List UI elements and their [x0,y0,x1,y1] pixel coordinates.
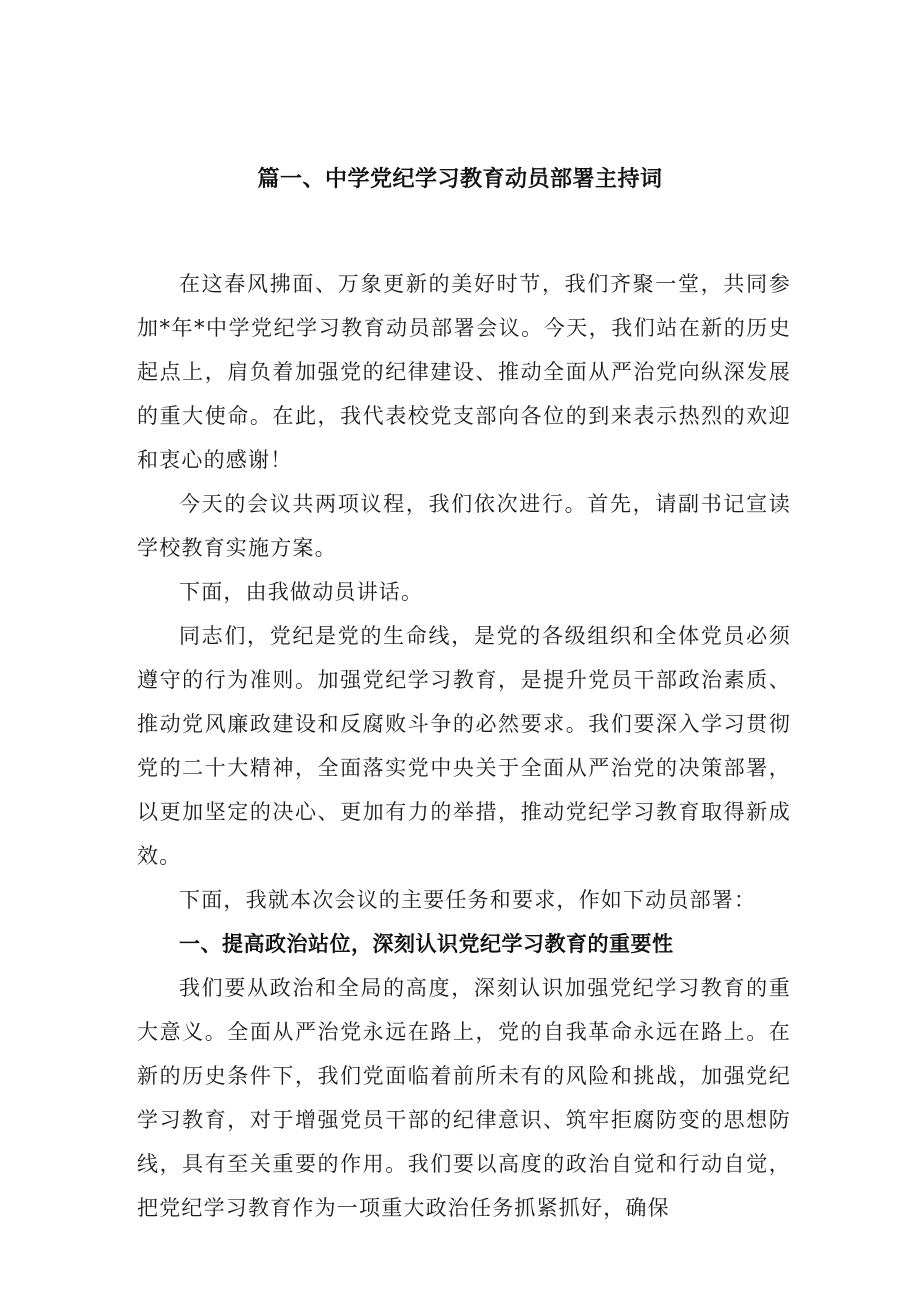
document-title: 篇一、中学党纪学习教育动员部署主持词 [257,167,663,192]
paragraph-agenda: 今天的会议共两项议程，我们依次进行。首先，请副书记宣读学校教育实施方案。 [137,492,791,560]
paragraph-party-discipline: 同志们，党纪是党的生命线，是党的各级组织和全体党员必须遵守的行为准则。加强党纪学习教育，是提升党员干部政治素质、推动党风廉政建设和反腐败斗争的必然要求。我们要深入学习贯彻党的二十大精神，全面落实党中央关于全面从严治党的决策部署，以更加坚定的决心、更加有力的举措，推动党纪学习教育取得新成效。 [137,624,791,868]
paragraph-deployment-intro: 下面，我就本次会议的主要任务和要求，作如下动员部署： [179,888,757,912]
paragraph-section-1: 我们要从政治和全局的高度，深刻认识加强党纪学习教育的重大意义。全面从严治党永远在路上，党的自我革命永远在路上。在新的历史条件下，我们党面临着前所未有的风险和挑战，加强党纪学习教育，对于增强党员干部的纪律意识、筑牢拒腐防变的思想防线，具有至关重要的作用。我们要以高度的政治自觉和行动自觉，把党纪学习教育作为一项重大政治任务抓紧抓好，确保 [137,976,791,1220]
document-body [137,262,791,1230]
section-heading-1: 一、提高政治站位，深刻认识党纪学习教育的重要性 [179,932,674,956]
paragraph-speech-intro: 下面，由我做动员讲话。 [179,580,424,604]
paragraph-opening: 在这春风拂面、万象更新的美好时节，我们齐聚一堂，共同参加*年*中学党纪学习教育动员部署会议。今天，我们站在新的历史起点上，肩负着加强党的纪律建设、推动全面从严治党向纵深发展的重大使命。在此，我代表校党支部向各位的到来表示热烈的欢迎和衷心的感谢！ [137,272,791,472]
